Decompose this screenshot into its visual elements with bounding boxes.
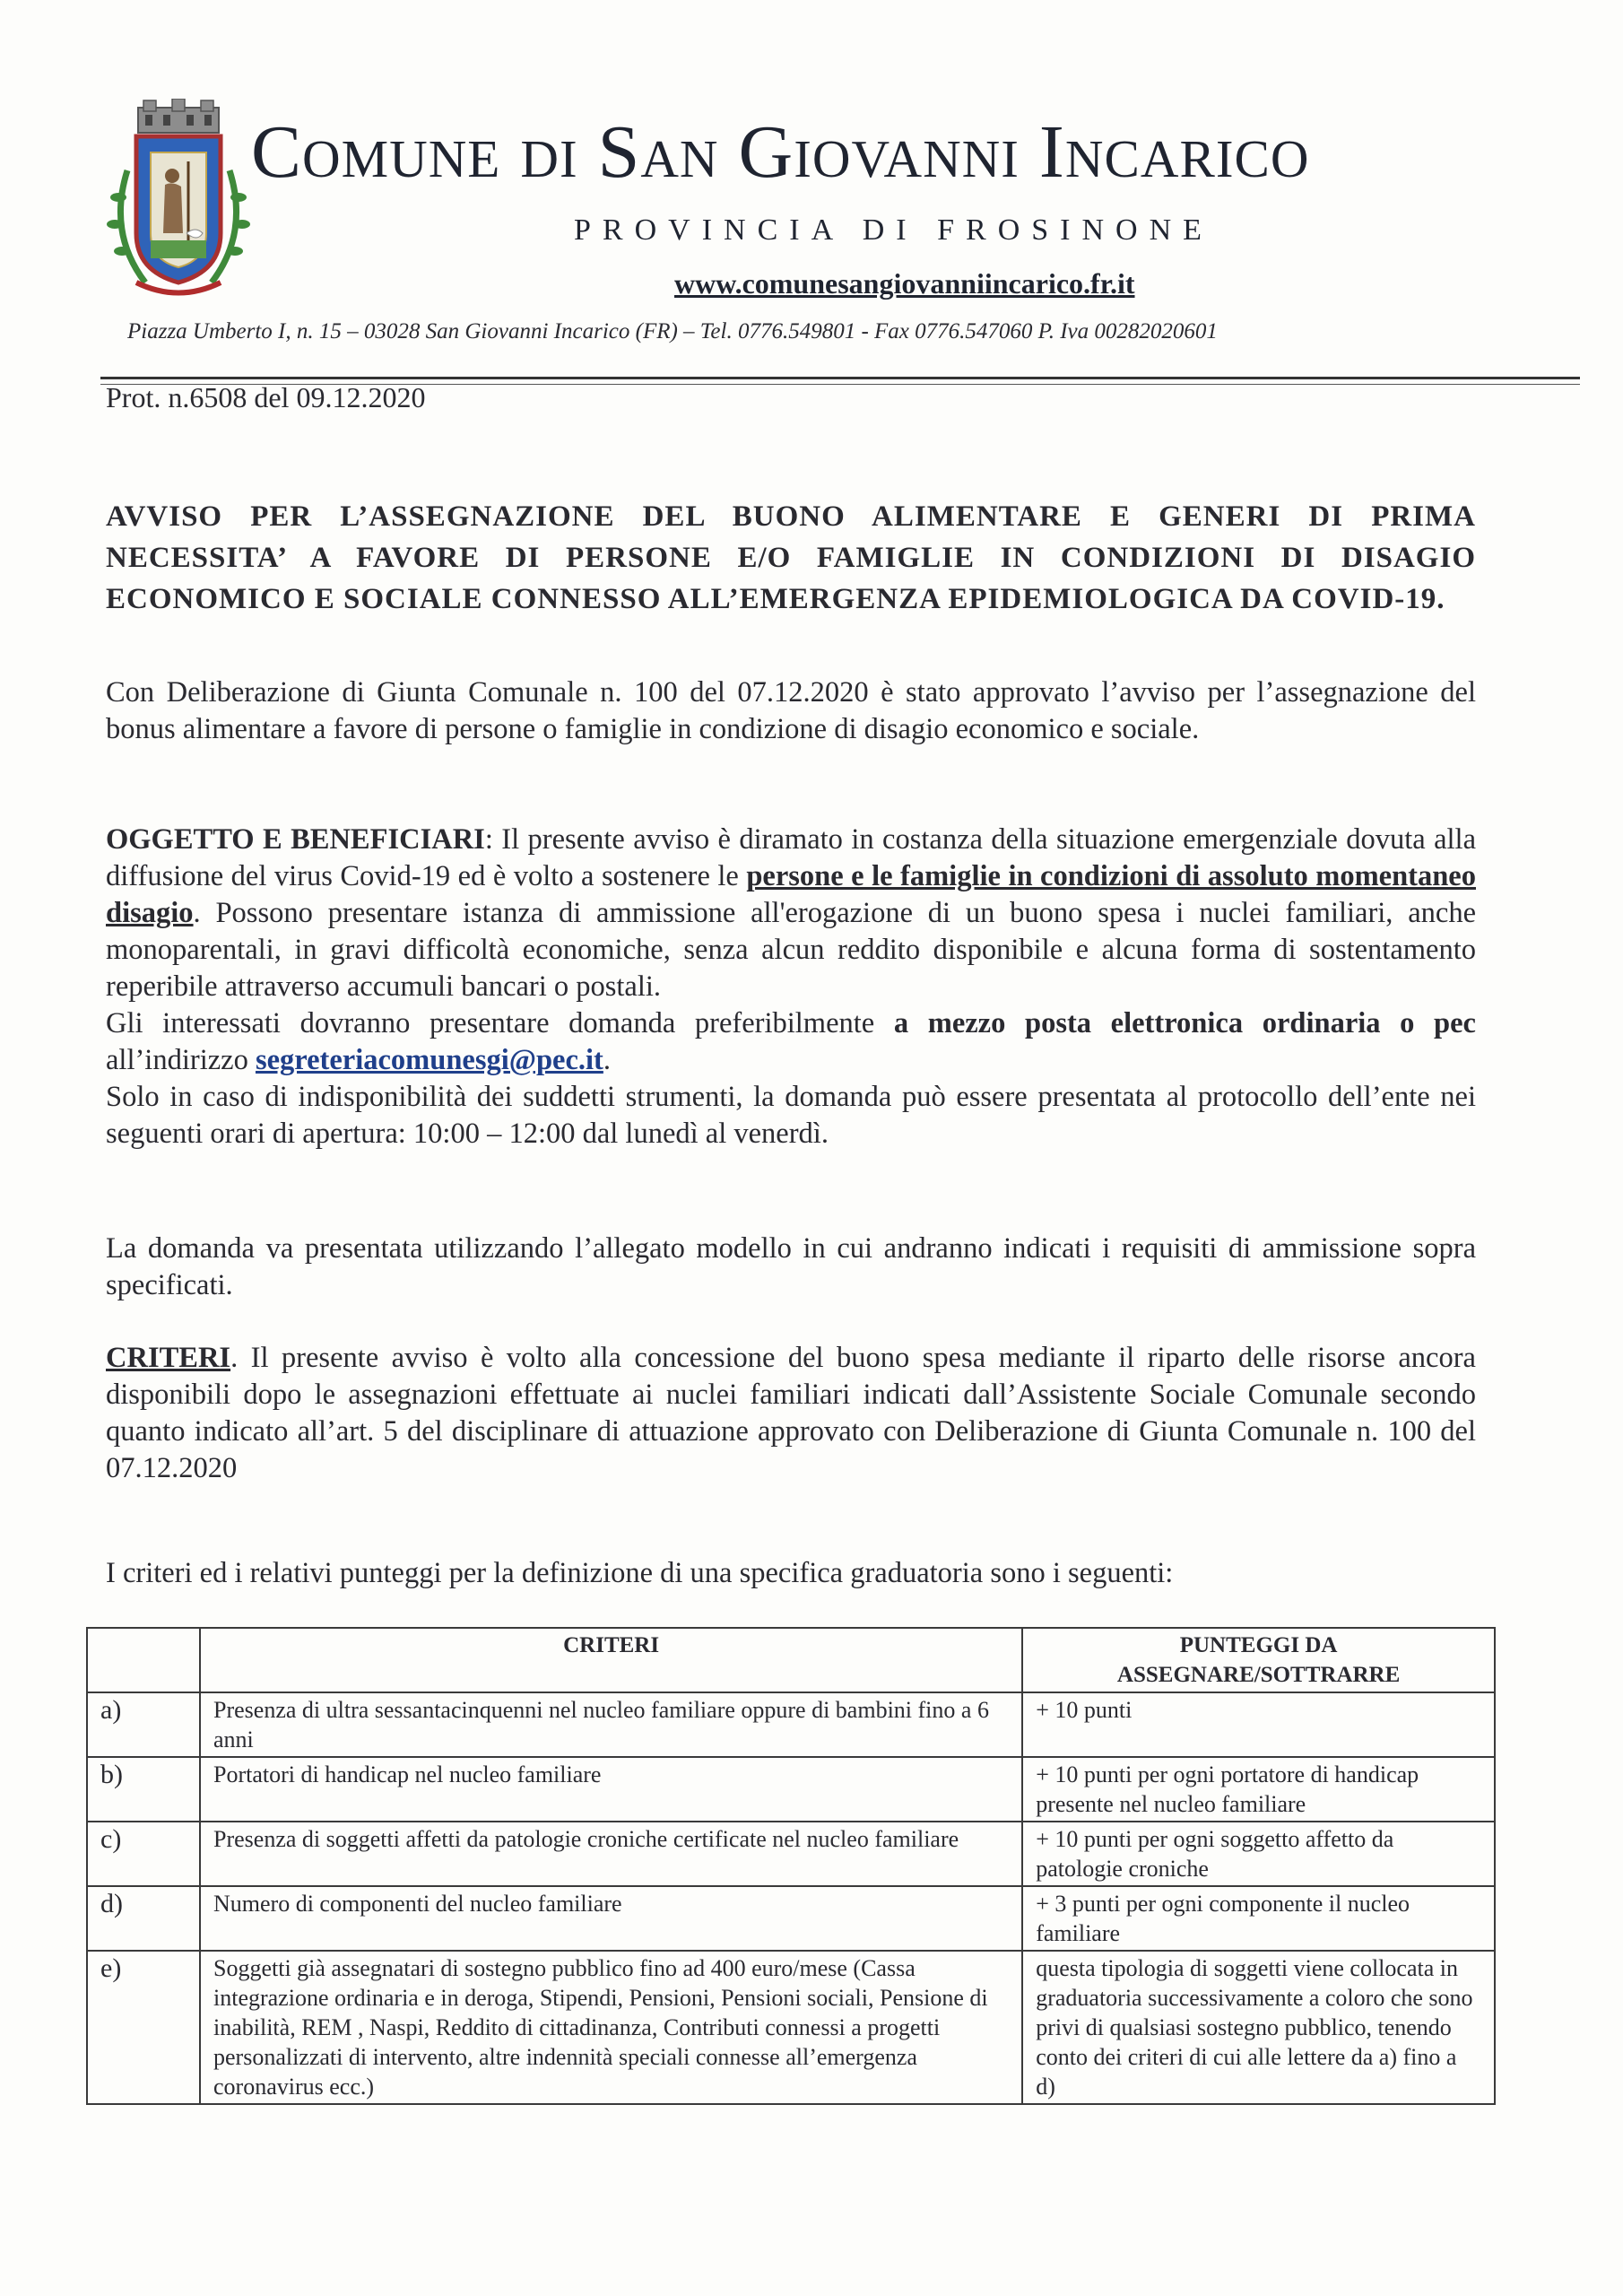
row-points: + 10 punti bbox=[1022, 1692, 1495, 1757]
oggetto-heading: OGGETTO E BENEFICIARI bbox=[106, 823, 485, 856]
row-letter: c) bbox=[87, 1822, 200, 1886]
row-criterion: Soggetti già assegnatari di sostegno pubblico fino ad 400 euro/mese (Cassa integrazione ordinaria e in deroga, Stipendi, Pensioni, Pensioni sociali, Pensione di inabilità, REM , Naspi, Reddito di cittadinanza, Contributi connessi a progetti personalizzati di intervento, altre indennità speciali connesse all’emergenza coronavirus ecc.) bbox=[200, 1951, 1022, 2104]
pec-email-link[interactable]: segreteriacomunesgi@pec.it bbox=[255, 1044, 603, 1076]
website-link[interactable]: www.comunesangiovanniincarico.fr.it bbox=[674, 267, 1135, 300]
municipal-crest-logo bbox=[100, 99, 257, 309]
oggetto-text-d: all’indirizzo bbox=[106, 1044, 256, 1076]
oggetto-text-e: . bbox=[603, 1044, 611, 1076]
municipality-address: Piazza Umberto I, n. 15 – 03028 San Giovanni Incarico (FR) – Tel. 0776.549801 - Fax 0776.547060 P. Iva 00282020601 bbox=[127, 319, 1218, 344]
criteri-heading: CRITERI bbox=[106, 1342, 231, 1374]
row-points: + 10 punti per ogni portatore di handicap presente nel nucleo familiare bbox=[1022, 1757, 1495, 1822]
row-letter: b) bbox=[87, 1757, 200, 1822]
province-name: PROVINCIA DI FROSINONE bbox=[574, 213, 1213, 247]
row-criterion: Presenza di soggetti affetti da patologie croniche certificate nel nucleo familiare bbox=[200, 1822, 1022, 1886]
table-row bbox=[87, 1692, 1495, 1757]
row-points: questa tipologia di soggetti viene collocata in graduatoria successivamente a coloro che sono privi di qualsiasi sostegno pubblico, tenendo conto dei criteri di cui alle lettere da a) fino a d) bbox=[1022, 1951, 1495, 2104]
oggetto-text-c: Gli interessati dovranno presentare domanda preferibilmente bbox=[106, 1007, 894, 1039]
oggetto-channel: a mezzo posta elettronica ordinaria o pec bbox=[893, 1007, 1476, 1039]
row-criterion: Presenza di ultra sessantacinquenni nel nucleo familiare oppure di bambini fino a 6 anni bbox=[200, 1692, 1022, 1757]
row-criterion: Numero di componenti del nucleo familiare bbox=[200, 1886, 1022, 1951]
table-header-punteggi bbox=[1022, 1628, 1495, 1692]
criteri-paragraph bbox=[106, 1340, 1476, 1487]
modello-paragraph: La domanda va presentata utilizzando l’allegato modello in cui andranno indicati i requisiti di ammissione sopra specificati. bbox=[106, 1232, 1476, 1301]
table-row bbox=[87, 1822, 1495, 1886]
protocol-number: Prot. n.6508 del 09.12.2020 bbox=[106, 381, 426, 413]
row-letter: d) bbox=[87, 1886, 200, 1951]
row-points: + 10 punti per ogni soggetto affetto da patologie croniche bbox=[1022, 1822, 1495, 1886]
notice-title: AVVISO PER L’ASSEGNAZIONE DEL BUONO ALIMENTARE E GENERI DI PRIMA NECESSITA’ A FAVORE DI PERSONE E/O FAMIGLIE IN CONDIZIONI DI DISAGIO ECONOMICO E SOCIALE CONNESSO ALL’EMERGENZA EPIDEMIOLOGICA DA COVID-19. bbox=[106, 500, 1476, 615]
row-points: + 3 punti per ogni componente il nucleo familiare bbox=[1022, 1886, 1495, 1951]
row-letter: a) bbox=[87, 1692, 200, 1757]
intro-paragraph: Con Deliberazione di Giunta Comunale n. 100 del 07.12.2020 è stato approvato l’avviso per l’assegnazione del bonus alimentare a favore di persone o famiglie in condizione di disagio economico e sociale. bbox=[106, 676, 1476, 745]
table-header-criteri: CRITERI bbox=[200, 1628, 1022, 1692]
table-header-punteggi-line1: PUNTEGGI DA bbox=[1179, 1633, 1338, 1657]
table-header-empty bbox=[87, 1628, 200, 1692]
municipality-title: Comune di San Giovanni Incarico bbox=[251, 110, 1310, 194]
row-letter: e) bbox=[87, 1951, 200, 2104]
table-header-punteggi-line2: ASSEGNARE/SOTTRARRE bbox=[1116, 1663, 1401, 1687]
oggetto-text-f: Solo in caso di indisponibilità dei suddetti strumenti, la domanda può essere presentata al protocollo dell’ente nei seguenti orari di apertura: 10:00 – 12:00 dal lunedì al venerdì. bbox=[106, 1081, 1476, 1150]
oggetto-text-b: . Possono presentare istanza di ammissione all'erogazione di un buono spesa i nuclei familiari, anche monoparentali, in gravi difficoltà economiche, senza alcun reddito disponibile e alcuna forma di sostentamento reperibile attraverso accumuli bancari o postali. bbox=[106, 897, 1476, 1003]
criteria-intro: I criteri ed i relativi punteggi per la definizione di una specifica graduatoria sono i seguenti: bbox=[106, 1557, 1174, 1589]
table-row bbox=[87, 1757, 1495, 1822]
header-divider bbox=[100, 377, 1580, 379]
oggetto-highlight: persone e le famiglie in condizioni di assoluto momentaneo disagio bbox=[106, 860, 1476, 929]
oggetto-paragraph bbox=[106, 822, 1476, 1152]
row-criterion: Portatori di handicap nel nucleo familiare bbox=[200, 1757, 1022, 1822]
table-row bbox=[87, 1951, 1495, 2104]
table-row bbox=[87, 1886, 1495, 1951]
criteria-table bbox=[86, 1627, 1496, 2105]
criteri-text: . Il presente avviso è volto alla concessione del buono spesa mediante il riparto delle risorse ancora disponibili dopo le assegnazioni effettuate ai nuclei familiari indicati dall’Assistente Sociale Comunale secondo quanto indicato all’art. 5 del disciplinare di attuazione approvato con Deliberazione di Giunta Comunale n. 100 del 07.12.2020 bbox=[106, 1342, 1476, 1484]
oggetto-text-a: : Il presente avviso è diramato in costanza della situazione emergenziale dovuta alla diffusione del virus Covid-19 ed è volto a sostenere le bbox=[106, 823, 1476, 892]
table-header-row bbox=[87, 1628, 1495, 1692]
